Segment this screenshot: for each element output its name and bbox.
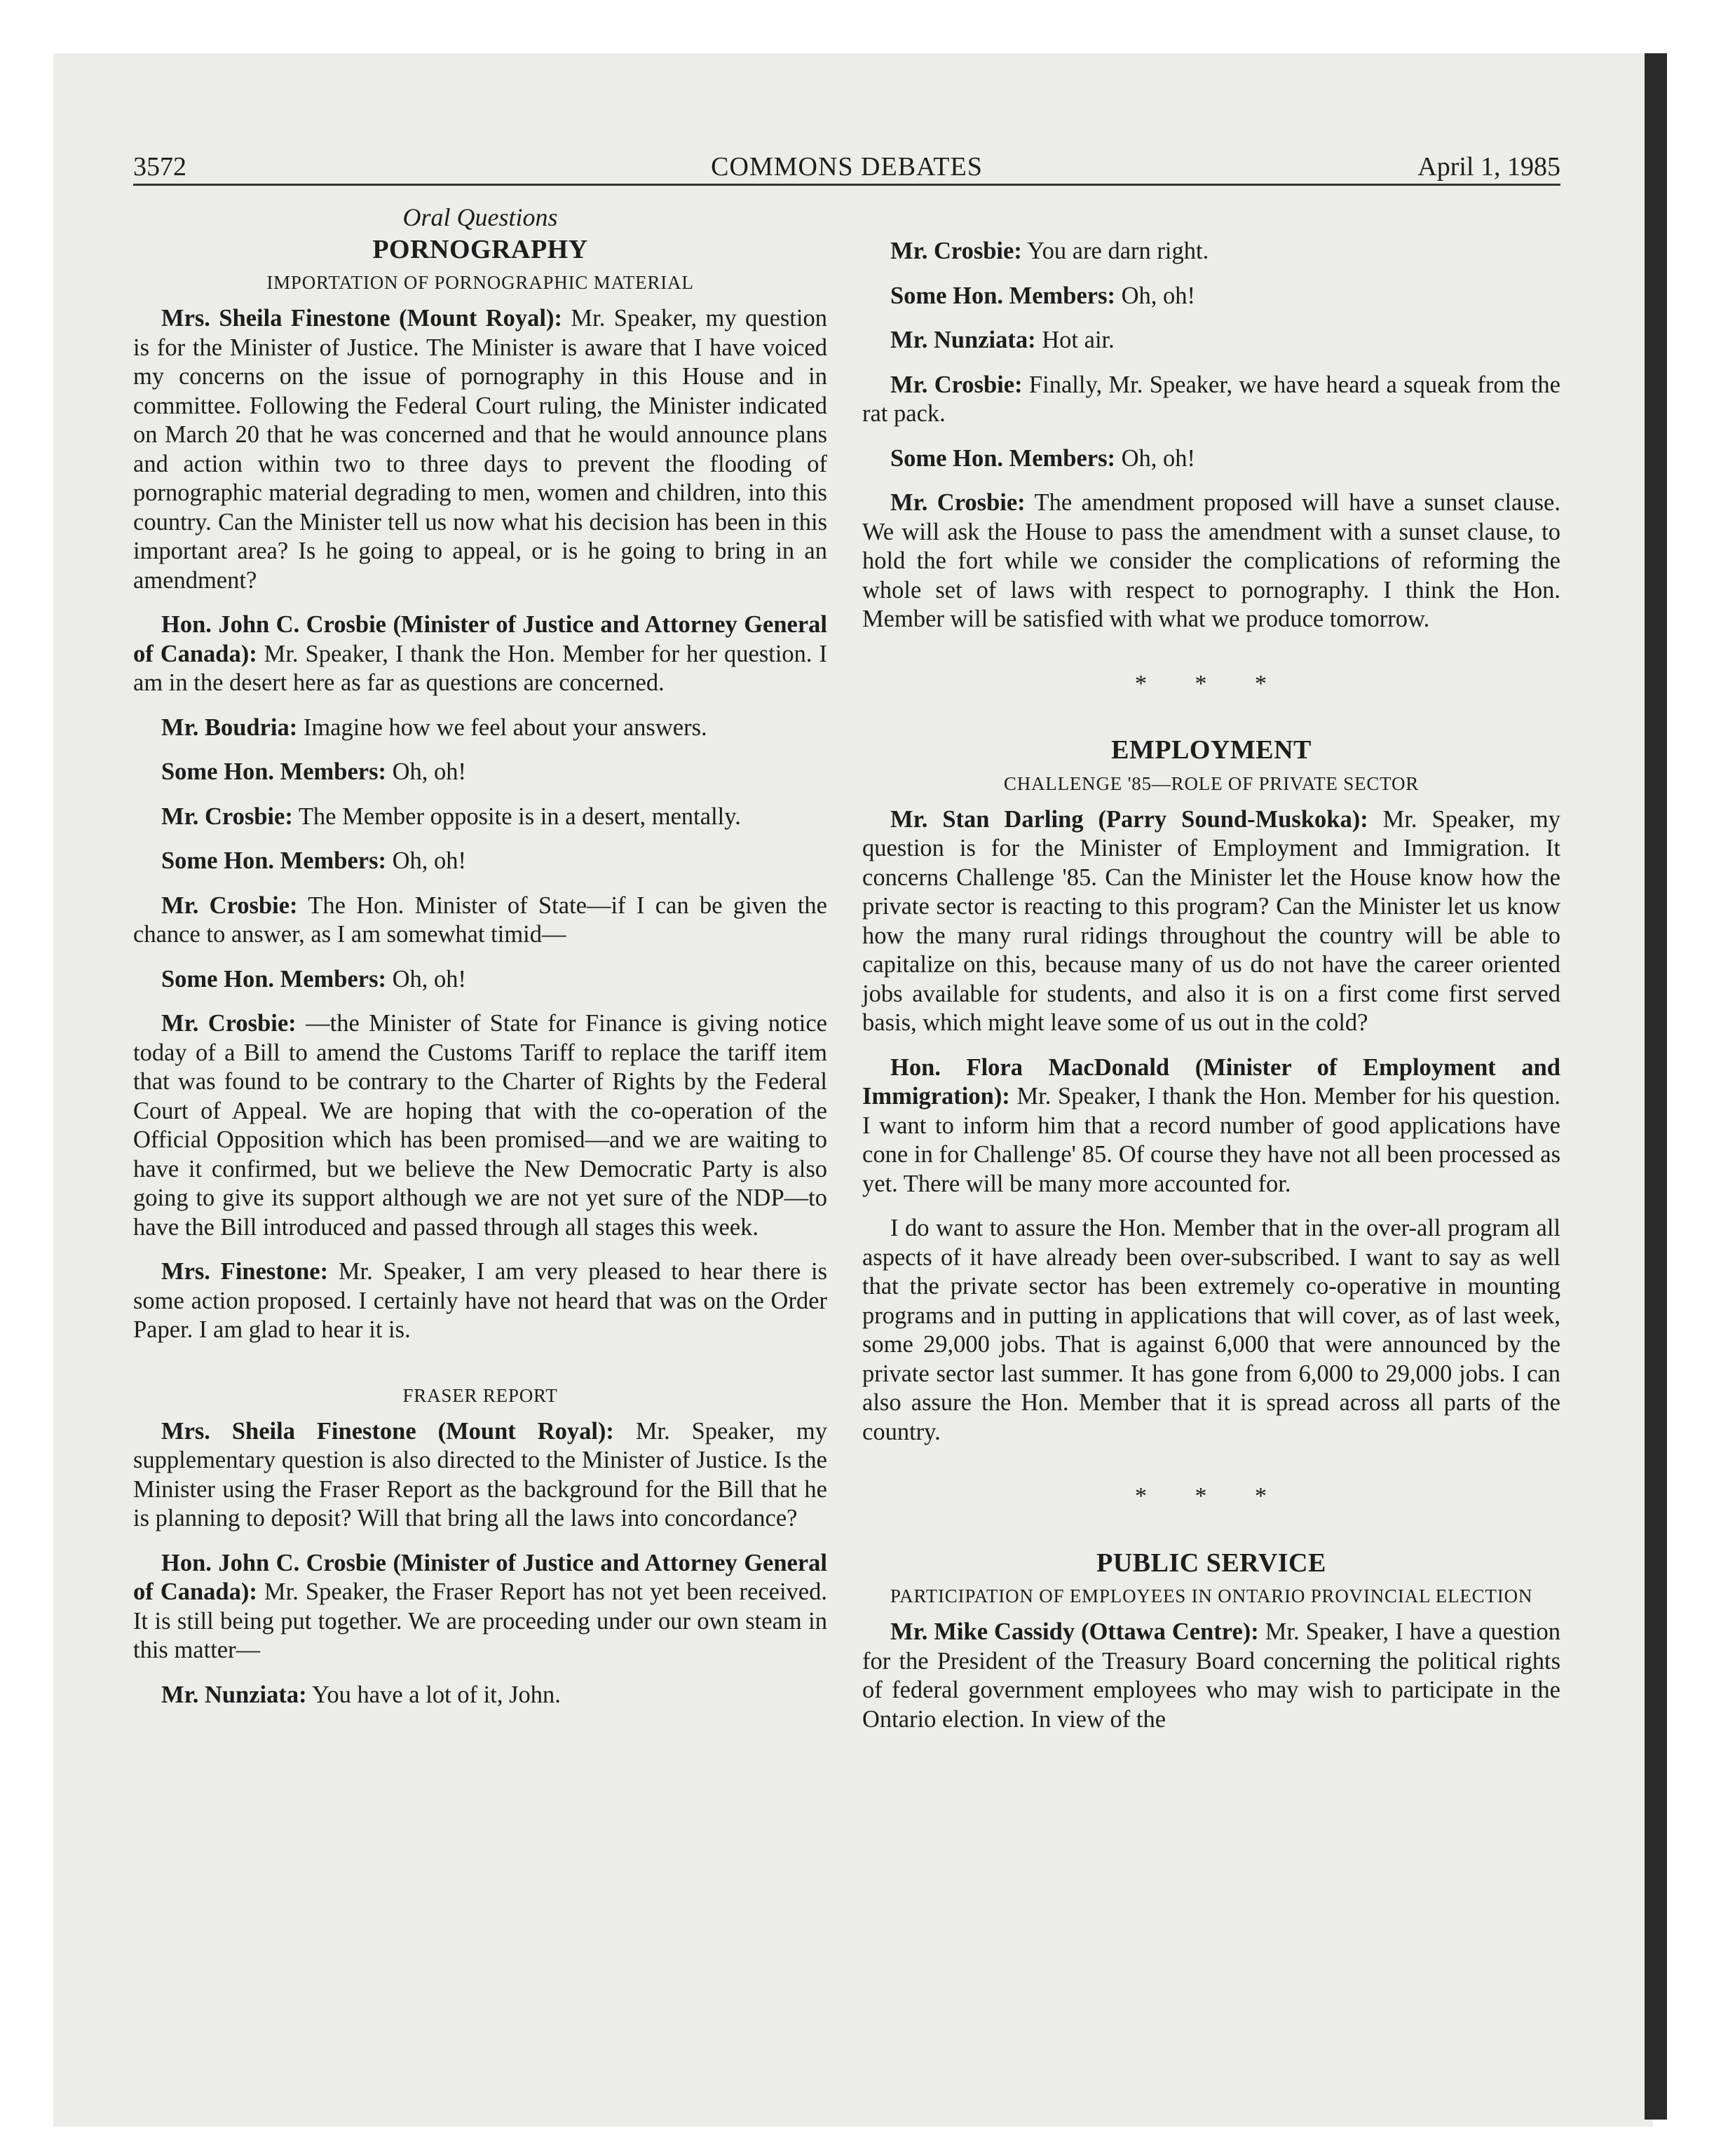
speech-text: Mr. Speaker, my question is for the Minister of Justice. The Minister is aware that I have voiced my concerns on the issue of pornography in this House and in committee. Following the Federal Court ruling, the Minister indicated on March 20 that he was concerned and that he would announce plans and action within two to three days to prevent the flooding of pornographic material degrading to men, women and children, into this country. Can the Minister tell us now what his decision has been in this important area? Is he going to appeal, or is he going to bring in an amendment? [133,305,827,594]
speech-text: You have a lot of it, John. [306,1681,561,1708]
speaker-name: Hon. John C. Crosbie (Minister of Justice and Attorney General of Canada): [133,611,827,667]
speech-text: Mr. Speaker, my supplementary question is also directed to the Minister of Justice. Is the Minister using the Fraser Report as the background for the Bill that he is planning to deposit? Will that bring all the laws into concordance? [133,1417,827,1531]
speaker-name: Mr. Crosbie: [161,1010,297,1037]
speaker-name: Some Hon. Members: [161,758,386,785]
speech-text: Mr. Speaker, I have a question for the President of the Treasury Board concerning the political rights of federal government employees who may wish to participate in the Ontario election. In view of the [862,1618,1560,1733]
speech-paragraph [133,1257,827,1345]
section-heading: PORNOGRAPHY [372,234,588,264]
speaker-name: Hon. Flora MacDonald (Minister of Employment and Immigration): [862,1053,1560,1110]
speech-text: Hot air. [1035,327,1115,353]
speech-paragraph [133,610,827,698]
speech-paragraph [862,444,1560,474]
speech-text: Oh, oh! [386,847,467,874]
speaker-name: Mr. Mike Cassidy (Ottawa Centre): [890,1618,1259,1645]
speech-paragraph [862,237,1560,266]
subheading: IMPORTATION OF PORNOGRAPHIC MATERIAL [266,272,694,293]
speaker-name: Mr. Crosbie: [890,238,1022,264]
speaker-name: Mr. Crosbie: [890,489,1026,516]
page-number: 3572 [133,152,186,182]
speech-paragraph [133,892,827,950]
speech-paragraph [133,714,827,743]
speaker-name: Some Hon. Members: [161,847,386,874]
speaker-name: Mr. Nunziata: [890,327,1036,353]
speech-text: The Member opposite is in a desert, mentally. [292,803,741,830]
speech-text: Mr. Speaker, the Fraser Report has not yet been received. It is still being put together. We are proceeding under our own steam in this matter— [133,1578,827,1663]
speech-text: Oh, oh! [386,965,467,992]
speaker-name: Hon. John C. Crosbie (Minister of Justice and Attorney General of Canada): [133,1549,827,1605]
speech-paragraph [862,326,1560,355]
speech-paragraph [133,803,827,832]
speech-text: Mr. Speaker, I thank the Hon. Member for her question. I am in the desert here as far as questions are concerned. [133,640,827,696]
speech-text: Mr. Speaker, I thank the Hon. Member for his question. I want to inform him that a record number of good applications have cone in for Challenge' 85. Of course they have not all been processed as yet. There will be many more accounted for. [862,1083,1560,1197]
right-column [862,237,1560,1749]
speech-paragraph [133,1417,827,1534]
speech-paragraph [862,489,1560,634]
publication-title: COMMONS DEBATES [711,152,983,182]
speech-paragraph [862,1618,1560,1734]
speech-paragraph [133,1549,827,1665]
speaker-name: Mrs. Sheila Finestone (Mount Royal): [161,305,562,332]
speech-paragraph [133,304,827,595]
speech-paragraph [133,758,827,787]
speaker-name: Some Hon. Members: [890,282,1115,309]
speech-text: —the Minister of State for Finance is giving notice today of a Bill to amend the Customs Tariff to replace the tariff item that was found to be contrary to the Charter of Rights by the Federal Court of Appeal. We are hoping that with the co-operation of the Official Opposition which has been promised—and we are waiting to have it confirmed, but we believe the New Democratic Party is also going to give its support although we are not yet sure of the NDP—to have the Bill introduced and passed through all stages this week. [133,1010,827,1241]
scan-edge-bar [1645,53,1667,2120]
section-label: Oral Questions [402,203,558,231]
subheading: CHALLENGE '85—ROLE OF PRIVATE SECTOR [1003,772,1420,794]
page-header [133,147,1560,186]
speech-paragraph [862,1214,1560,1447]
speech-text: I do want to assure the Hon. Member that in the over-all program all aspects of it have already been over-subscribed. I want to say as well that the private sector has been extremely co-operative in mounting programs and in putting in applications that will cover, as of last week, some 29,000 jobs. That is against 6,000 that were announced by the private sector last summer. It has gone from 6,000 to 29,000 jobs. I can also assure the Hon. Member that it is spread across all parts of the country. [862,1215,1560,1445]
publication-date: April 1, 1985 [1417,152,1560,182]
speaker-name: Mrs. Finestone: [161,1258,329,1285]
speech-paragraph [133,1681,827,1710]
speech-paragraph [862,1053,1560,1199]
speech-paragraph [862,371,1560,429]
speaker-name: Mr. Crosbie: [161,803,293,830]
section-separator: * * * [1135,670,1288,697]
speech-text: Mr. Speaker, my question is for the Minister of Employment and Immigration. It concerns Challenge '85. Can the Minister let the House know how the private sector is reacting to this program? Can the Minister let us know how the many rural ridings throughout the country will be able to capitalize on this, because many of us do not have the career oriented jobs available for students, and also it is on a first come first served basis, which might leave some of us out in the cold? [862,805,1560,1036]
speech-text: You are darn right. [1021,238,1209,264]
speaker-name: Mr. Crosbie: [890,371,1023,398]
speaker-name: Mrs. Sheila Finestone (Mount Royal): [161,1417,614,1445]
speech-paragraph [133,847,827,876]
section-heading: EMPLOYMENT [1111,735,1312,765]
speech-text: Oh, oh! [1115,444,1196,472]
speech-text: The amendment proposed will have a sunset clause. We will ask the House to pass the amendment with a sunset clause, to hold the fort while we consider the complications of reforming the whole set of laws with respect to pornography. I think the Hon. Member will be satisfied with what we produce tomorrow. [862,489,1560,632]
speech-text: The Hon. Minister of State—if I can be given the chance to answer, as I am somewhat timid— [133,892,827,948]
section-separator: * * * [1135,1483,1288,1509]
speech-paragraph [133,1009,827,1242]
section-heading: PUBLIC SERVICE [1096,1548,1326,1578]
subheading: PARTICIPATION OF EMPLOYEES IN ONTARIO PROVINCIAL ELECTION [890,1585,1533,1606]
left-column [133,198,827,1725]
speech-paragraph [862,282,1560,311]
subheading: FRASER REPORT [402,1384,558,1406]
speech-paragraph [133,965,827,995]
speech-paragraph [862,805,1560,1038]
speech-text: Finally, Mr. Speaker, we have heard a squeak from the rat pack. [862,371,1560,427]
speech-text: Mr. Speaker, I am very pleased to hear there is some action proposed. I certainly have not heard that was on the Order Paper. I am glad to hear it is. [133,1258,827,1343]
speech-text: Oh, oh! [386,758,467,785]
speaker-name: Mr. Nunziata: [161,1681,307,1708]
speaker-name: Some Hon. Members: [890,444,1115,472]
speaker-name: Some Hon. Members: [161,965,386,992]
speaker-name: Mr. Boudria: [161,714,298,741]
speech-text: Imagine how we feel about your answers. [297,714,707,741]
speaker-name: Mr. Stan Darling (Parry Sound-Muskoka): [890,805,1368,833]
speech-text: Oh, oh! [1115,282,1196,309]
speaker-name: Mr. Crosbie: [161,892,298,919]
